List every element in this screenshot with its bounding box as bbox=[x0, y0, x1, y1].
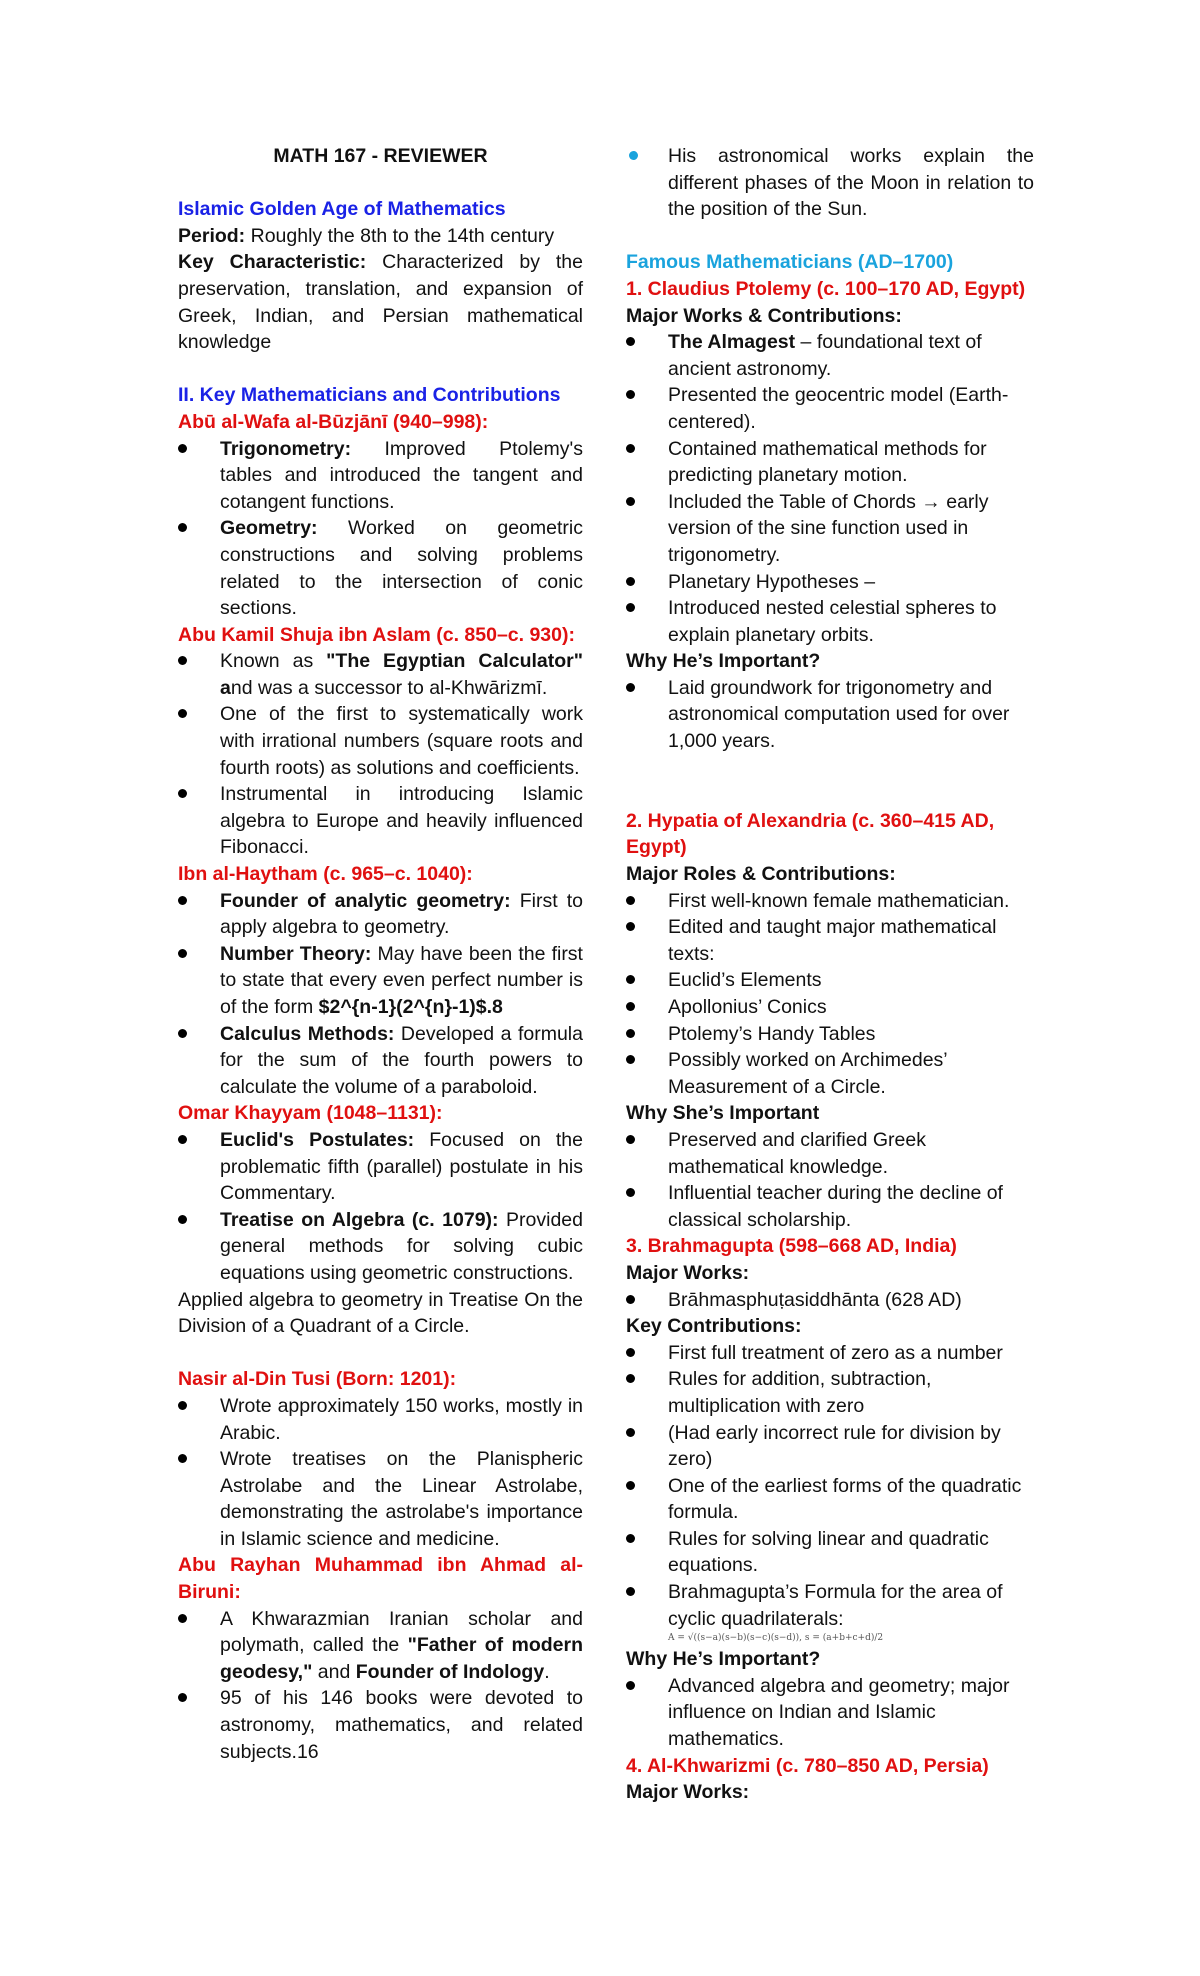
list-item: Introduced nested celestial spheres to explain planetary orbits. bbox=[626, 595, 1034, 648]
golden-age-heading: Islamic Golden Age of Mathematics bbox=[178, 198, 506, 221]
bullet-icon bbox=[626, 1587, 635, 1596]
page-title: MATH 167 - REVIEWER bbox=[273, 145, 488, 167]
bullet-icon bbox=[178, 1693, 187, 1702]
right-column bbox=[626, 143, 1034, 1806]
bullet-icon bbox=[626, 1029, 635, 1038]
list-item: Rules for solving linear and quadratic equations. bbox=[626, 1526, 1034, 1579]
list-item: His astronomical works explain the different phases of the Moon in relation to the position of the Sun. bbox=[626, 143, 1034, 223]
subheading: Major Roles & Contributions: bbox=[626, 863, 896, 886]
subheading: Why He’s Important? bbox=[626, 650, 821, 673]
bullet-icon bbox=[626, 1481, 635, 1490]
list-item: Apollonius’ Conics bbox=[626, 994, 1034, 1021]
list-item: Preserved and clarified Greek mathematical knowledge. bbox=[626, 1127, 1034, 1180]
bullet-icon bbox=[626, 603, 635, 612]
bullet-icon bbox=[178, 1215, 187, 1224]
bullet-icon bbox=[178, 1029, 187, 1038]
bullet-icon bbox=[178, 1135, 187, 1144]
mathematician-name: 3. Brahmagupta (598–668 AD, India) bbox=[626, 1235, 957, 1258]
mathematician-name: Ibn al-Haytham (c. 965–c. 1040): bbox=[178, 863, 473, 886]
paragraph: Applied algebra to geometry in Treatise On the Division of a Quadrant of a Circle. bbox=[178, 1288, 583, 1338]
section-heading: Famous Mathematicians (AD–1700) bbox=[626, 251, 954, 274]
list-item: Euclid's Postulates: Focused on the problematic fifth (parallel) postulate in his Commentary. bbox=[178, 1127, 583, 1207]
list-item: Ptolemy’s Handy Tables bbox=[626, 1021, 1034, 1048]
bullet-list bbox=[626, 1340, 1034, 1633]
bullet-icon bbox=[626, 922, 635, 931]
list-item: Euclid’s Elements bbox=[626, 967, 1034, 994]
key-characteristic: Key Characteristic: Characterized by the preservation, translation, and expansion of Greek, Indian, and Persian mathematical knowledge bbox=[178, 251, 583, 354]
subheading: Why He’s Important? bbox=[626, 1648, 821, 1671]
bullet-icon bbox=[178, 709, 187, 718]
bullet-list bbox=[178, 888, 583, 1101]
list-item: Edited and taught major mathematical texts: bbox=[626, 914, 1034, 967]
mathematician-name: 2. Hypatia of Alexandria (c. 360–415 AD, Egypt) bbox=[626, 809, 995, 859]
bullet-icon bbox=[178, 1614, 187, 1623]
subheading: Why She’s Important bbox=[626, 1102, 820, 1125]
bullet-icon bbox=[626, 1135, 635, 1144]
bullet-icon bbox=[626, 1534, 635, 1543]
bullet-icon bbox=[626, 1188, 635, 1197]
bullet-list bbox=[626, 888, 1034, 1101]
bullet-icon bbox=[178, 444, 187, 453]
mathematician-name: Abu Kamil Shuja ibn Aslam (c. 850–c. 930): bbox=[178, 623, 575, 646]
list-item: Wrote treatises on the Planispheric Astrolabe and the Linear Astrolabe, demonstrating the astrolabe's importance in Islamic science and medicine. bbox=[178, 1446, 583, 1552]
list-item: Laid groundwork for trigonometry and astronomical computation used for over 1,000 years. bbox=[626, 675, 1034, 755]
mathematician-name: 1. Claudius Ptolemy (c. 100–170 AD, Egypt) bbox=[626, 277, 1026, 300]
bullet-list bbox=[626, 1287, 1034, 1314]
bullet-icon bbox=[626, 896, 635, 905]
bullet-icon bbox=[626, 577, 635, 586]
bullet-list bbox=[626, 1127, 1034, 1233]
mathematician-name: Nasir al-Din Tusi (Born: 1201): bbox=[178, 1368, 457, 1391]
mathematician-name: 4. Al-Khwarizmi (c. 780–850 AD, Persia) bbox=[626, 1754, 989, 1777]
bullet-icon bbox=[626, 390, 635, 399]
bullet-icon bbox=[178, 1401, 187, 1410]
bullet-icon bbox=[626, 975, 635, 984]
bullet-list bbox=[178, 648, 583, 861]
bullet-icon bbox=[178, 656, 187, 665]
list-item: Geometry: Worked on geometric constructions and solving problems related to the intersection of conic sections. bbox=[178, 515, 583, 621]
list-item: Contained mathematical methods for predicting planetary motion. bbox=[626, 436, 1034, 489]
list-item: Rules for addition, subtraction, multiplication with zero bbox=[626, 1366, 1034, 1419]
bullet-list bbox=[626, 1673, 1034, 1753]
list-item: Advanced algebra and geometry; major influence on Indian and Islamic mathematics. bbox=[626, 1673, 1034, 1753]
bullet-icon bbox=[626, 1681, 635, 1690]
bullet-icon bbox=[626, 1055, 635, 1064]
period-line: Period: Roughly the 8th to the 14th century bbox=[178, 224, 555, 247]
bullet-list bbox=[178, 1606, 583, 1766]
bullet-icon bbox=[178, 949, 187, 958]
list-item: Instrumental in introducing Islamic algebra to Europe and heavily influenced Fibonacci. bbox=[178, 781, 583, 861]
bullet-list bbox=[178, 1393, 583, 1553]
mathematician-name: Abū al-Wafa al-Būzjānī (940–998): bbox=[178, 410, 489, 433]
bullet-icon bbox=[178, 1454, 187, 1463]
list-item: Influential teacher during the decline of classical scholarship. bbox=[626, 1180, 1034, 1233]
bullet-icon bbox=[626, 497, 635, 506]
bullet-icon bbox=[629, 151, 638, 160]
list-item: First full treatment of zero as a number bbox=[626, 1340, 1034, 1367]
left-column bbox=[178, 143, 583, 1765]
bullet-list bbox=[178, 436, 583, 622]
bullet-icon bbox=[178, 523, 187, 532]
list-item: Calculus Methods: Developed a formula for the sum of the fourth powers to calculate the volume of a paraboloid. bbox=[178, 1021, 583, 1101]
list-item: Included the Table of Chords → early version of the sine function used in trigonometry. bbox=[626, 489, 1034, 569]
list-item: Founder of analytic geometry: First to apply algebra to geometry. bbox=[178, 888, 583, 941]
section-heading: II. Key Mathematicians and Contributions bbox=[178, 384, 561, 407]
list-item: (Had early incorrect rule for division by zero) bbox=[626, 1420, 1034, 1473]
list-item: Brahmagupta’s Formula for the area of cyclic quadrilaterals: bbox=[626, 1579, 1034, 1632]
mathematician-name: Omar Khayyam (1048–1131): bbox=[178, 1102, 443, 1125]
list-item: Possibly worked on Archimedes’ Measurement of a Circle. bbox=[626, 1047, 1034, 1100]
list-item: Trigonometry: Improved Ptolemy's tables and introduced the tangent and cotangent functions. bbox=[178, 436, 583, 516]
list-item: Treatise on Algebra (c. 1079): Provided general methods for solving cubic equations using geometric constructions. bbox=[178, 1207, 583, 1287]
bullet-list bbox=[626, 143, 1034, 223]
list-item: First well-known female mathematician. bbox=[626, 888, 1034, 915]
bullet-icon bbox=[626, 1348, 635, 1357]
subheading: Major Works & Contributions: bbox=[626, 304, 902, 327]
bullet-icon bbox=[626, 1295, 635, 1304]
list-item: One of the first to systematically work with irrational numbers (square roots and fourth roots) as solutions and coefficients. bbox=[178, 701, 583, 781]
bullet-icon bbox=[626, 1002, 635, 1011]
list-item: Planetary Hypotheses – bbox=[626, 569, 1034, 596]
list-item: A Khwarazmian Iranian scholar and polymath, called the "Father of modern geodesy," and Founder of Indology. bbox=[178, 1606, 583, 1686]
subheading: Major Works: bbox=[626, 1261, 750, 1284]
bullet-icon bbox=[626, 1428, 635, 1437]
list-item: One of the earliest forms of the quadratic formula. bbox=[626, 1473, 1034, 1526]
list-item: Known as "The Egyptian Calculator" and was a successor to al-Khwārizmī. bbox=[178, 648, 583, 701]
bullet-icon bbox=[178, 789, 187, 798]
bullet-icon bbox=[626, 337, 635, 346]
bullet-list bbox=[626, 329, 1034, 648]
bullet-icon bbox=[626, 683, 635, 692]
bullet-icon bbox=[626, 1374, 635, 1383]
list-item: Number Theory: May have been the first to state that every even perfect number is of the form $2^{n-1}(2^{n}-1)$.8 bbox=[178, 941, 583, 1021]
bullet-icon bbox=[178, 896, 187, 905]
bullet-list bbox=[178, 1127, 583, 1287]
bullet-list bbox=[626, 675, 1034, 755]
list-item: The Almagest – foundational text of ancient astronomy. bbox=[626, 329, 1034, 382]
subheading: Key Contributions: bbox=[626, 1315, 802, 1338]
subheading: Major Works: bbox=[626, 1781, 750, 1804]
bullet-icon bbox=[626, 444, 635, 453]
brahmagupta-formula: A = √((s−a)(s−b)(s−c)(s−d)), s = (a+b+c+d)/2 bbox=[668, 1633, 884, 1644]
list-item: 95 of his 146 books were devoted to astronomy, mathematics, and related subjects.16 bbox=[178, 1685, 583, 1765]
list-item: Brāhmasphuṭasiddhānta (628 AD) bbox=[626, 1287, 1034, 1314]
mathematician-name: Abu Rayhan Muhammad ibn Ahmad al-Biruni: bbox=[178, 1554, 583, 1604]
list-item: Presented the geocentric model (Earth-centered). bbox=[626, 382, 1034, 435]
list-item: Wrote approximately 150 works, mostly in Arabic. bbox=[178, 1393, 583, 1446]
